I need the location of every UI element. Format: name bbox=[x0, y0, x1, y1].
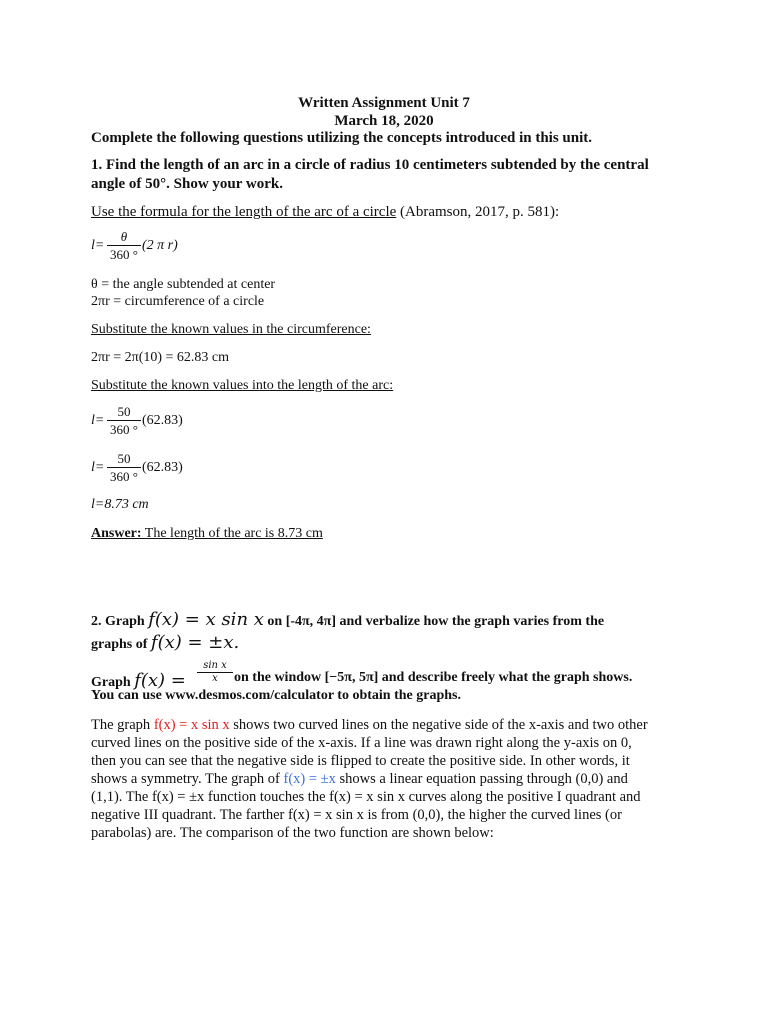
eq2-fraction bbox=[107, 404, 141, 437]
q2-graph1-line2-prefix: graphs of bbox=[91, 637, 151, 652]
q1-line1: 1. Find the length of an arc in a circle of radius 10 centimeters subtended by the central bbox=[91, 157, 649, 173]
eq1-numerator: θ bbox=[120, 229, 128, 244]
paragraph-func-blue: f(x) = ±x bbox=[283, 771, 336, 787]
paragraph-line-4-b: shows a linear equation passing through (0,0) and bbox=[335, 771, 628, 787]
eq2-rhs: (62.83) bbox=[142, 413, 183, 428]
eq3-numerator: 50 bbox=[117, 451, 131, 466]
q2-graph2-denominator: x bbox=[212, 673, 218, 684]
eq2-denominator: 360 ° bbox=[110, 422, 138, 437]
eq3-lhs: l= bbox=[91, 460, 105, 475]
paragraph-line-3: then you can see that the negative side is flipped to create the positive side. In other words, it bbox=[91, 753, 630, 769]
formula-citation: (Abramson, 2017, p. 581): bbox=[396, 204, 560, 220]
paragraph-line-4-a: shows a symmetry. The graph of bbox=[91, 771, 284, 787]
q2-graph1-suffix: on [-4π, 4π] and verbalize how the graph varies from the bbox=[263, 614, 605, 629]
eq1-lhs: l= bbox=[91, 238, 105, 253]
paragraph-line-7: parabolas) are. The comparison of the two function are shown below: bbox=[91, 825, 494, 841]
answer-text: The length of the arc is 8.73 cm bbox=[141, 526, 323, 541]
q1-answer bbox=[91, 526, 323, 542]
paragraph-line-4 bbox=[91, 770, 691, 788]
q2-graph2-fraction bbox=[197, 660, 233, 685]
paragraph-line-1 bbox=[91, 716, 691, 734]
q2-answer-paragraph bbox=[91, 716, 691, 842]
substitute-circumference-heading: Substitute the known values in the circumference: bbox=[91, 322, 371, 337]
eq3-denominator: 360 ° bbox=[110, 469, 138, 484]
paragraph-line-2: curved lines on the positive side of the x-axis. If a line was drawn right along the y-axis on 0, bbox=[91, 735, 632, 751]
q1-line2: angle of 50°. Show your work. bbox=[91, 176, 283, 192]
eq1-rhs: (2 π r) bbox=[142, 238, 178, 253]
q2-graph1-line2 bbox=[91, 632, 239, 653]
eq3-rhs: (62.83) bbox=[142, 460, 183, 475]
q2-graph2-numerator: sin x bbox=[203, 660, 227, 671]
doc-title: Written Assignment Unit 7 bbox=[298, 95, 470, 111]
eq2-lhs: l= bbox=[91, 413, 105, 428]
q2-graph1-func: f(x) = x sin x bbox=[148, 609, 264, 630]
q2-graph2-func-lhs: f(x) = bbox=[134, 670, 186, 691]
q2-graph1-line1 bbox=[91, 609, 604, 630]
paragraph-line-6: negative III quadrant. The farther f(x) = x sin x is from (0,0), the higher the curved lines (or bbox=[91, 807, 622, 823]
eq2-numerator: 50 bbox=[117, 404, 131, 419]
paragraph-start: The graph bbox=[91, 717, 154, 733]
circumference-calculation: 2πr = 2π(10) = 62.83 cm bbox=[91, 350, 230, 365]
formula-intro bbox=[91, 204, 559, 221]
eq4-result: l=8.73 cm bbox=[91, 497, 149, 512]
definition-circumference: 2πr = circumference of a circle bbox=[91, 294, 265, 309]
doc-date: March 18, 2020 bbox=[334, 113, 434, 129]
paragraph-line-1-rest: shows two curved lines on the negative side of the x-axis and two other bbox=[229, 717, 648, 733]
eq1-fraction bbox=[107, 229, 141, 262]
formula-intro-underlined: Use the formula for the length of the arc of a circle bbox=[91, 204, 397, 220]
answer-label: Answer: bbox=[91, 526, 142, 541]
q2-graph2-suffix: on the window [−5π, 5π] and describe freely what the graph shows. bbox=[234, 670, 633, 685]
q2-graph2-prefix: Graph bbox=[91, 675, 135, 690]
definition-theta: θ = the angle subtended at center bbox=[91, 277, 276, 292]
intro-text: Complete the following questions utilizing the concepts introduced in this unit. bbox=[91, 130, 593, 146]
eq1-denominator: 360 ° bbox=[110, 247, 138, 262]
paragraph-line-5: (1,1). The f(x) = ±x function touches the f(x) = x sin x curves along the positive I quadrant and bbox=[91, 789, 641, 805]
q2-graph1-prefix: 2. Graph bbox=[91, 614, 149, 629]
paragraph-func-red: f(x) = x sin x bbox=[153, 717, 230, 733]
eq3-fraction bbox=[107, 451, 141, 484]
q2-graph1-line2-func: f(x) = ±x. bbox=[150, 632, 240, 653]
q2-graph2-line2: You can use www.desmos.com/calculator to obtain the graphs. bbox=[91, 688, 461, 703]
substitute-arc-heading: Substitute the known values into the length of the arc: bbox=[91, 378, 394, 393]
